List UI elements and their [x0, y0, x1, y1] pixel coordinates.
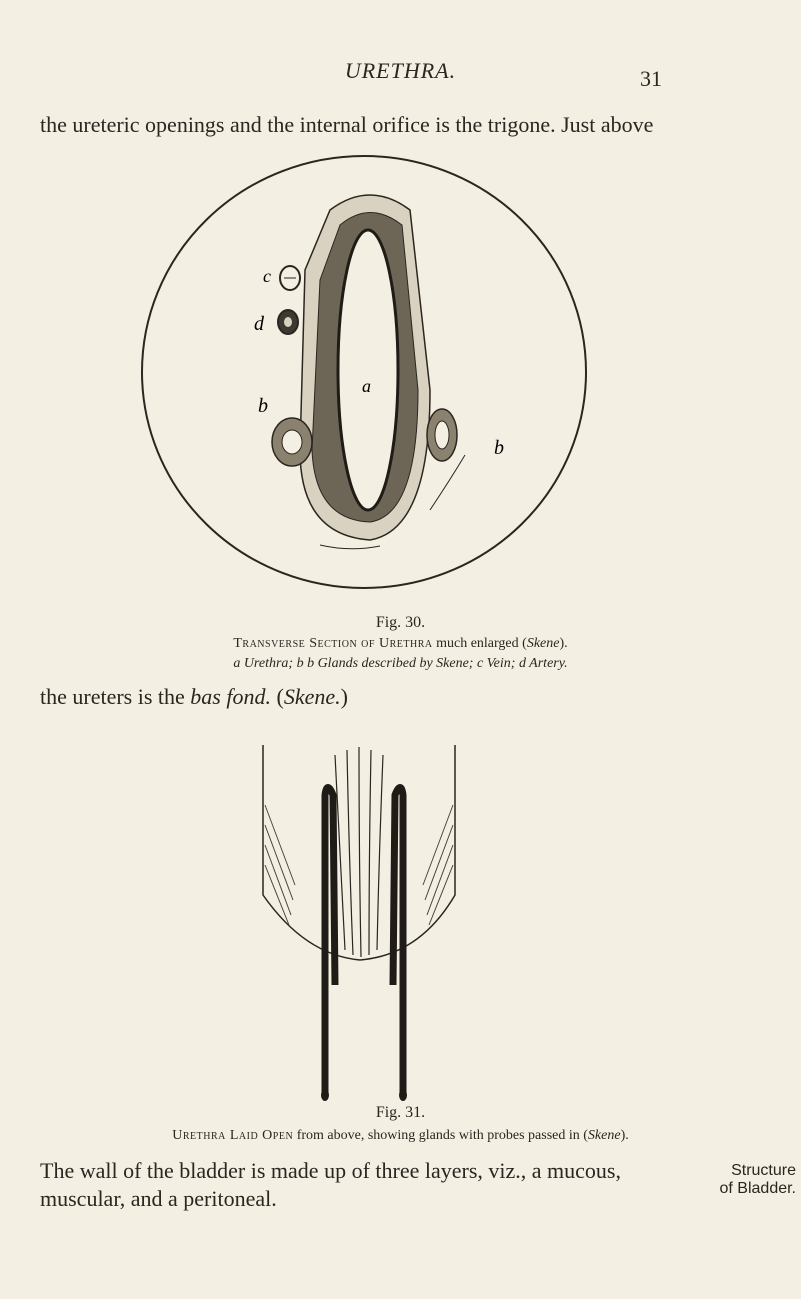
figure-31-caption	[0, 1128, 801, 1144]
fig30-label-b-right: b	[494, 437, 504, 459]
figure-31-title: Fig. 31.	[375, 1104, 426, 1121]
figure-30-title: Fig. 30.	[375, 614, 426, 631]
body-line-2-term: bas fond.	[190, 684, 271, 709]
figure-30-caption	[0, 636, 801, 652]
figure-31-caption-ref: Skene	[587, 1128, 621, 1143]
fig30-label-b-left: b	[258, 395, 268, 417]
figure-30-illustration	[130, 150, 600, 600]
running-head: URETHRA.	[344, 58, 457, 83]
fig30-label-d: d	[254, 313, 264, 335]
margin-note-line-2: of Bladder.	[719, 1180, 796, 1197]
body-line-2-ref: Skene.	[283, 684, 341, 709]
fig30-label-c: c	[263, 266, 271, 286]
figure-30-caption-rest: much enlarged (	[432, 636, 527, 651]
figure-31-caption-end: ).	[620, 1128, 629, 1143]
margin-note-line-1: Structure	[731, 1162, 796, 1179]
body-line-1: the ureteric openings and the internal orifice is the trigone. Just above	[40, 112, 654, 137]
body-line-4: muscular, and a peritoneal.	[40, 1186, 277, 1211]
figure-30-caption-ref: Skene	[526, 636, 560, 651]
body-line-2-prefix: the ureters is the	[40, 684, 191, 709]
body-line-2-end: )	[340, 684, 348, 709]
figure-30-caption-end: ).	[559, 636, 568, 651]
figure-30-legend: a Urethra; b b Glands described by Skene; c Vein; d Artery.	[233, 656, 568, 671]
body-line-2	[40, 684, 348, 710]
page-number: 31	[640, 66, 662, 91]
figure-31-caption-caps: Urethra Laid Open	[172, 1128, 294, 1143]
figure-31-illustration	[255, 735, 465, 1105]
figure-31-caption-rest: from above, showing glands with probes passed in (	[293, 1128, 588, 1143]
figure-30-caption-caps: Transverse Section of Urethra	[233, 636, 433, 651]
body-line-3: The wall of the bladder is made up of three layers, viz., a mucous,	[40, 1158, 621, 1183]
margin-note	[680, 1162, 796, 1198]
fig30-label-a: a	[362, 376, 371, 396]
body-line-2-suffix: (	[270, 684, 284, 709]
